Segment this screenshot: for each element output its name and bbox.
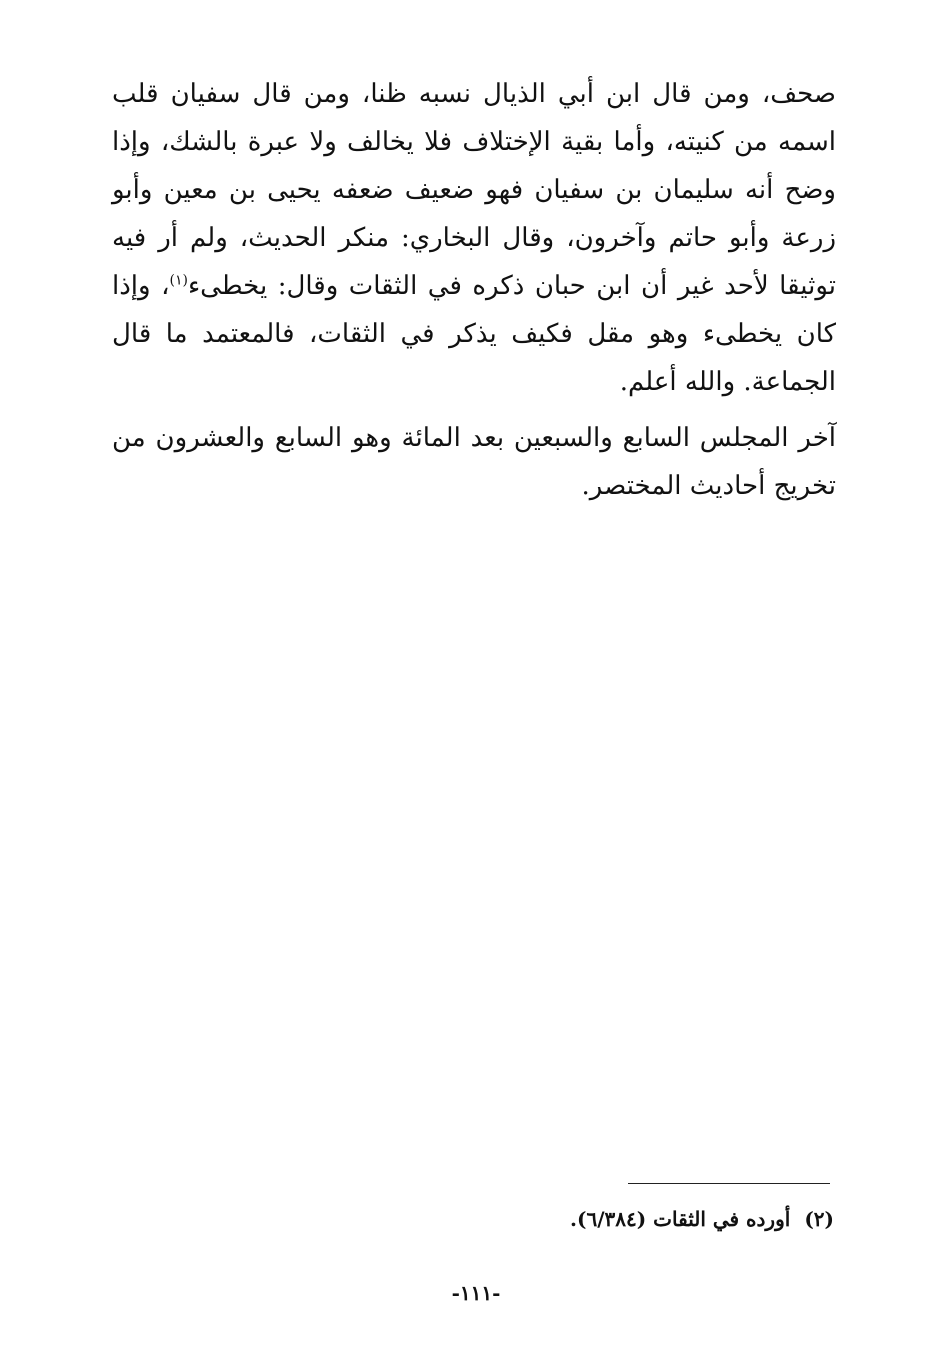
footnote-number: (٢): [804, 1207, 834, 1231]
footnote-marker: (١): [169, 272, 188, 289]
footnote-text: أورده في الثقات (٦/٣٨٤).: [570, 1207, 791, 1231]
paragraph-2: آخر المجلس السابع والسبعين بعد المائة وهو السابع والعشرون من تخريج أحاديث المختصر.: [112, 423, 836, 501]
paragraph-1: [112, 70, 836, 406]
footnote: [234, 1204, 834, 1234]
footnote-separator: [628, 1183, 830, 1184]
page-number: -١١١-: [451, 1281, 501, 1305]
main-text: [112, 70, 836, 510]
paragraph-1-text: صحف، ومن قال ابن أبي الذيال نسبه ظنا، ومن قال سفيان قلب اسمه من كنيته، وأما بقية الإختلاف فلا يخالف ولا عبرة بالشك، وإذا وضح أنه سليمان بن سفيان فهو ضعيف ضعفه يحيى بن معين وأبو زرعة وأبو حاتم وآخرون، وقال البخاري: منكر الحديث، ولم أر فيه توثيقا لأحد غير أن ابن حبان ذكره في الثقات وقال: يخطىء: [112, 79, 836, 301]
paragraph-1-text-continued: ، وإذا كان يخطىء وهو مقل فكيف يذكر في الثقات، فالمعتمد ما قال الجماعة. والله أعلم.: [112, 271, 836, 397]
